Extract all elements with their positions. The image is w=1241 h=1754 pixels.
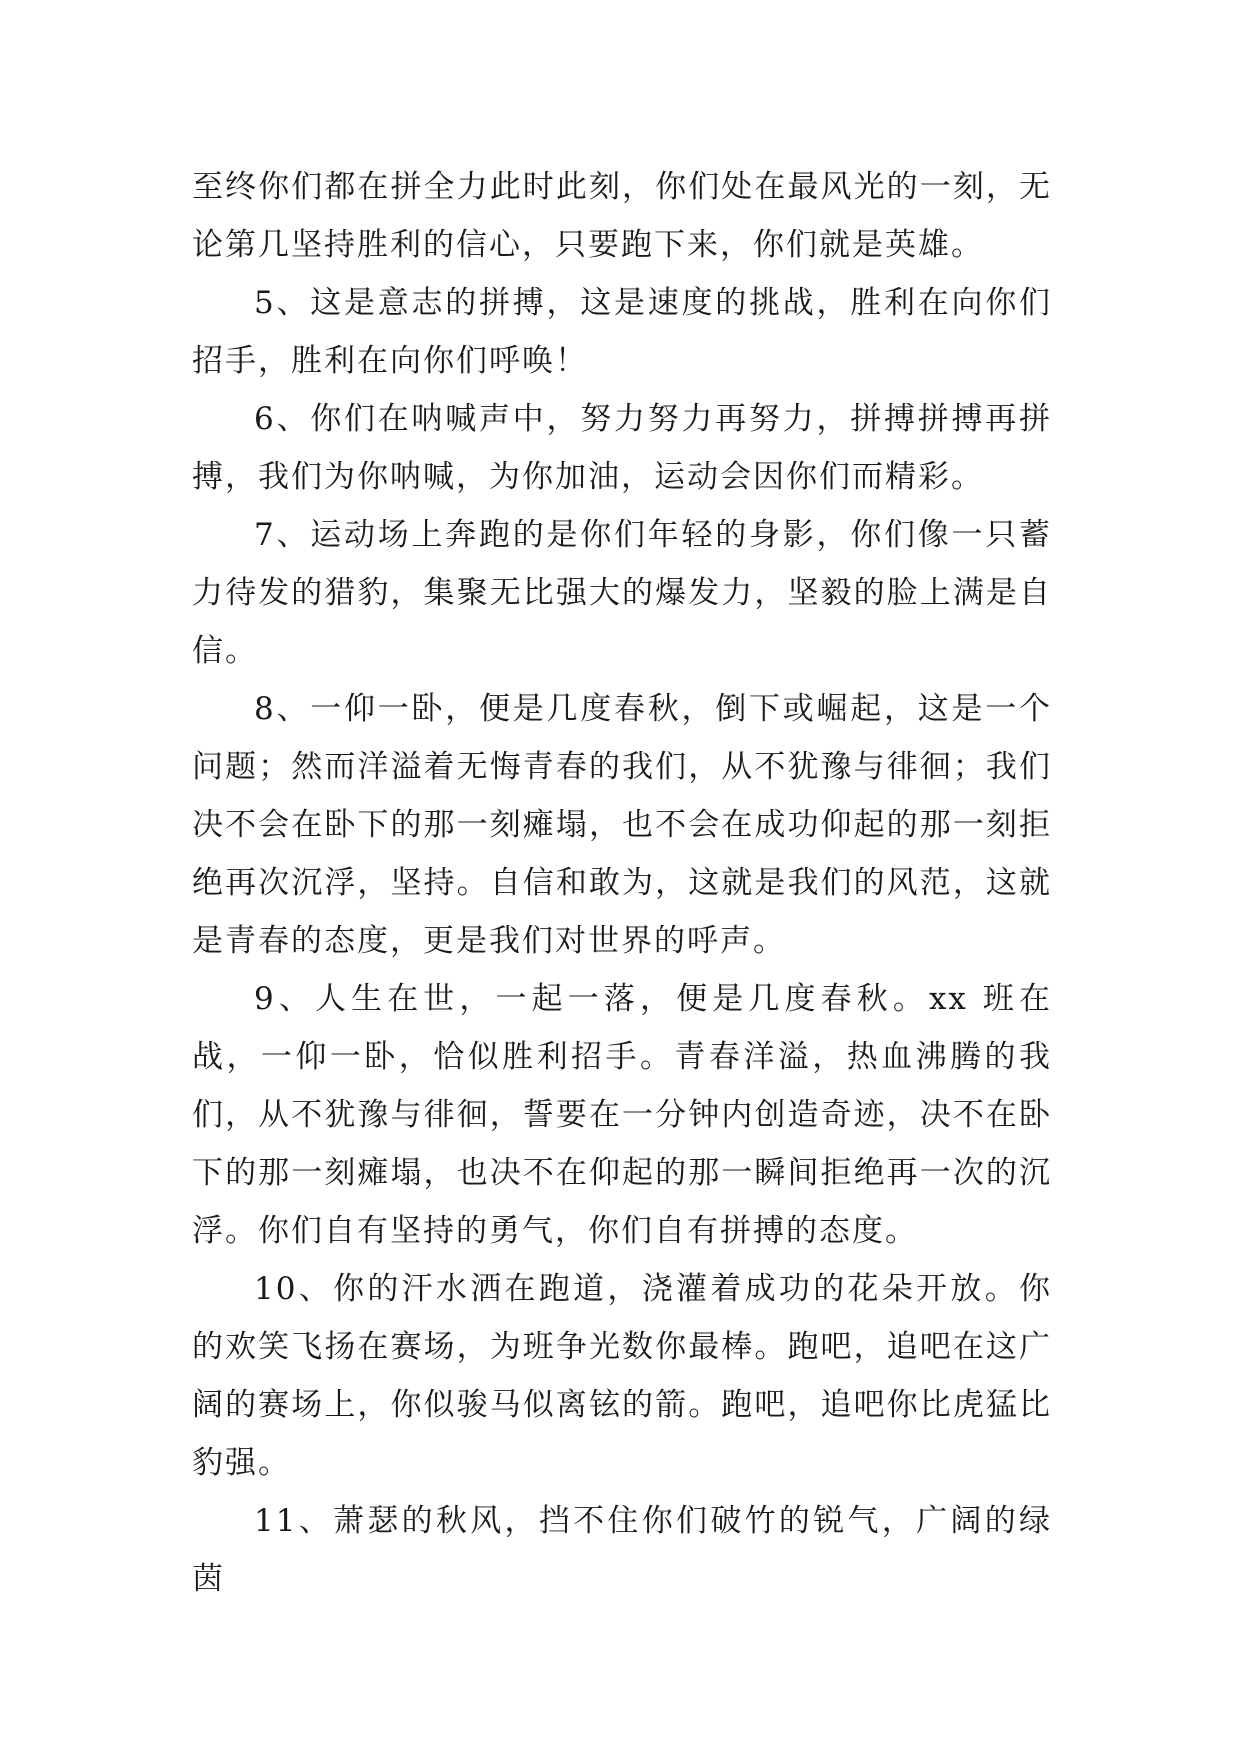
paragraph-item-11: 11、萧瑟的秋风，挡不住你们破竹的锐气，广阔的绿茵 [192,1503,1052,1597]
paragraph-item-7: 7、运动场上奔跑的是你们年轻的身影，你们像一只蓄力待发的猎豹，集聚无比强大的爆发力，坚毅的脸上满是自信。 [192,517,1052,669]
document-page [192,158,1052,1608]
paragraph-item-5: 5、这是意志的拼搏，这是速度的挑战，胜利在向你们招手，胜利在向你们呼唤！ [192,285,1052,379]
paragraph-item-8: 8、一仰一卧，便是几度春秋，倒下或崛起，这是一个问题；然而洋溢着无悔青春的我们，从不犹豫与徘徊；我们决不会在卧下的那一刻瘫塌，也不会在成功仰起的那一刻拒绝再次沉浮，坚持。自信和敢为，这就是我们的风范，这就是青春的态度，更是我们对世界的呼声。 [192,691,1052,959]
paragraph-item-10: 10、你的汗水洒在跑道，浇灌着成功的花朵开放。你的欢笑飞扬在赛场，为班争光数你最棒。跑吧，追吧在这广阔的赛场上，你似骏马似离铉的箭。跑吧，追吧你比虎猛比豹强。 [192,1271,1052,1481]
paragraph-continuation: 至终你们都在拼全力此时此刻，你们处在最风光的一刻，无论第几坚持胜利的信心，只要跑下来，你们就是英雄。 [192,169,1052,263]
paragraph-item-9: 9、人生在世，一起一落，便是几度春秋。xx 班在战，一仰一卧，恰似胜利招手。青春洋溢，热血沸腾的我们，从不犹豫与徘徊，誓要在一分钟内创造奇迹，决不在卧下的那一刻瘫塌，也决不在仰起的那一瞬间拒绝再一次的沉浮。你们自有坚持的勇气，你们自有拼搏的态度。 [192,981,1052,1249]
paragraph-item-6: 6、你们在呐喊声中，努力努力再努力，拼搏拼搏再拼搏，我们为你呐喊，为你加油，运动会因你们而精彩。 [192,401,1052,495]
